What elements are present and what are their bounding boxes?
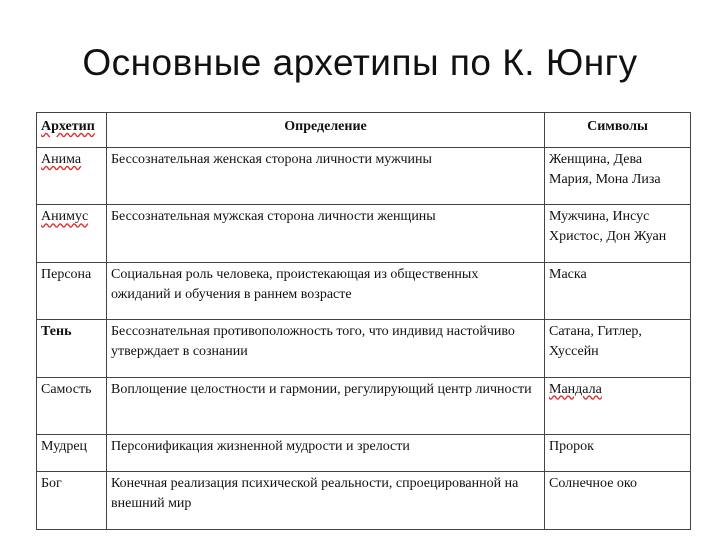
symbols-cell: Женщина, Дева Мария, Мона Лиза	[545, 148, 691, 205]
archetype-cell: Персона	[37, 262, 107, 319]
symbols-cell: Маска	[545, 262, 691, 319]
archetype-cell: Анима	[37, 148, 107, 205]
table-row	[37, 148, 691, 205]
table-header-row	[37, 113, 691, 148]
definition-cell: Персонификация жизненной мудрости и зрелости	[107, 435, 545, 472]
archetypes-table	[36, 112, 691, 530]
definition-cell: Конечная реализация психической реальности, спроецированной на внешний мир	[107, 472, 545, 530]
archetype-cell: Самость	[37, 377, 107, 434]
table-row	[37, 435, 691, 472]
table-row	[37, 320, 691, 377]
definition-cell: Бессознательная противоположность того, что индивид настойчиво утверждает в сознании	[107, 320, 545, 377]
symbols-cell: Мандала	[545, 377, 691, 434]
symbols-cell: Пророк	[545, 435, 691, 472]
symbols-cell: Сатана, Гитлер, Хуссейн	[545, 320, 691, 377]
archetypes-table-container	[36, 112, 690, 530]
header-archetype: Архетип	[37, 113, 107, 148]
archetype-cell: Мудрец	[37, 435, 107, 472]
symbols-cell: Солнечное око	[545, 472, 691, 530]
definition-cell: Воплощение целостности и гармонии, регулирующий центр личности	[107, 377, 545, 434]
slide-title: Основные архетипы по К. Юнгу	[82, 42, 638, 83]
header-symbols: Символы	[545, 113, 691, 148]
archetype-cell: Анимус	[37, 205, 107, 262]
definition-cell: Бессознательная женская сторона личности мужчины	[107, 148, 545, 205]
definition-cell: Бессознательная мужская сторона личности женщины	[107, 205, 545, 262]
table-row	[37, 262, 691, 319]
table-row	[37, 377, 691, 434]
header-definition: Определение	[107, 113, 545, 148]
definition-cell: Социальная роль человека, проистекающая из общественных ожиданий и обучения в раннем возрасте	[107, 262, 545, 319]
archetype-cell: Бог	[37, 472, 107, 530]
archetype-cell: Тень	[37, 320, 107, 377]
symbols-cell: Мужчина, Инсус Христос, Дон Жуан	[545, 205, 691, 262]
table-row	[37, 472, 691, 530]
table-row	[37, 205, 691, 262]
